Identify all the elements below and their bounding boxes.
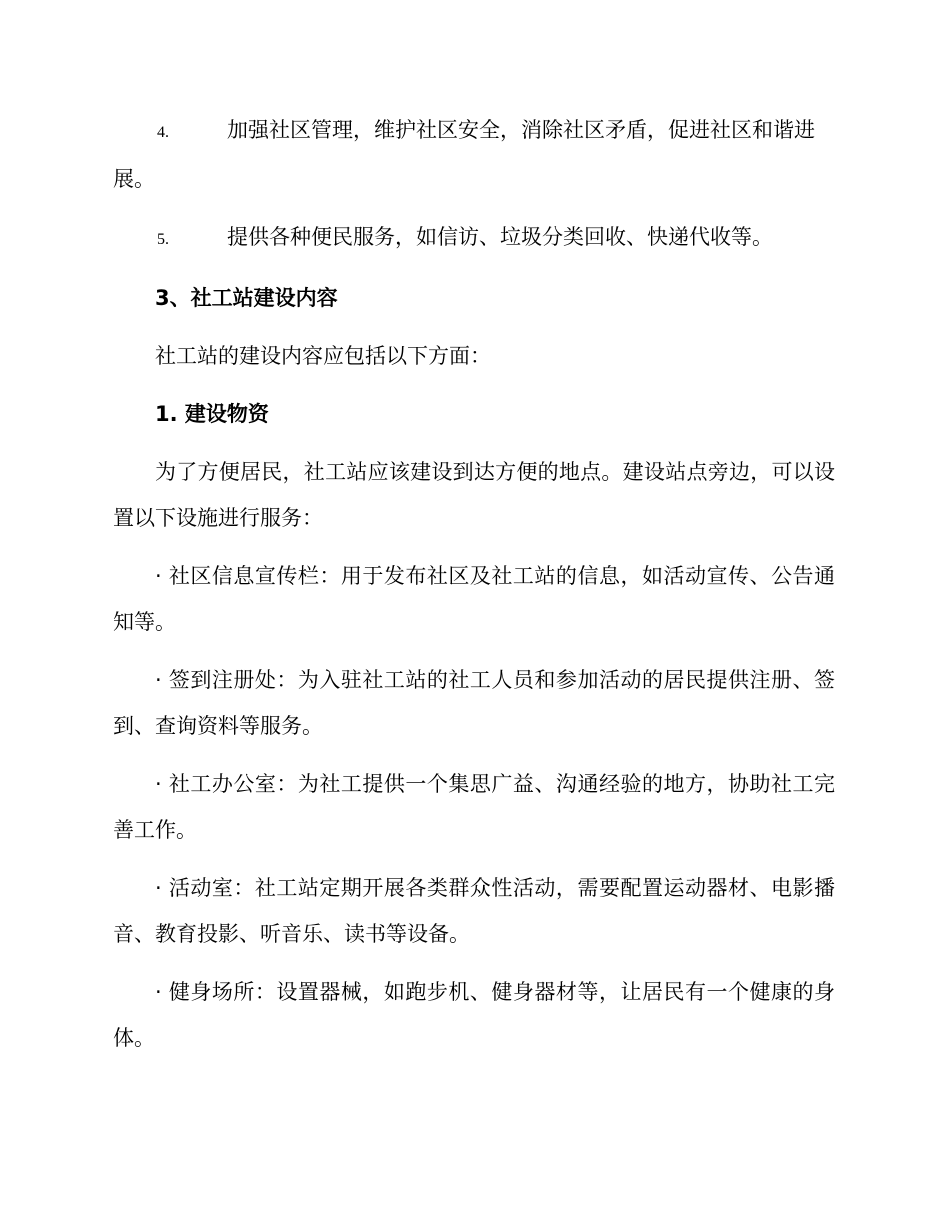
list-item-5	[113, 214, 835, 263]
list-item-4	[113, 107, 835, 202]
bullet-item-registration: · 签到注册处：为入驻社工站的社工人员和参加活动的居民提供注册、签到、查询资料等服务。	[113, 668, 835, 738]
bullet-item-fitness: · 健身场所：设置器械，如跑步机、健身器材等，让居民有一个健康的身体。	[113, 980, 835, 1050]
list-number: 4.	[157, 124, 169, 141]
bullet-item-office: · 社工办公室：为社工提供一个集思广益、沟通经验的地方，协助社工完善工作。	[113, 772, 835, 842]
section-heading: 3、社工站建设内容	[155, 286, 338, 310]
bullet-item-info-board: · 社区信息宣传栏：用于发布社区及社工站的信息，如活动宣传、公告通知等。	[113, 564, 835, 634]
document-page	[113, 107, 835, 1073]
location-paragraph: 为了方便居民，社工站应该建设到达方便的地点。建设站点旁边，可以设置以下设施进行服务：	[113, 460, 835, 530]
list-item-text: 提供各种便民服务，如信访、垃圾分类回收、快递代收等。	[227, 225, 773, 249]
intro-paragraph: 社工站的建设内容应包括以下方面：	[155, 344, 491, 368]
bullet-item-activity-room: · 活动室：社工站定期开展各类群众性活动，需要配置运动器材、电影播音、教育投影、听音乐、读书等设备。	[113, 876, 835, 946]
sub-heading: 1. 建设物资	[155, 402, 269, 426]
list-number: 5.	[157, 231, 169, 248]
list-item-text: 加强社区管理，维护社区安全，消除社区矛盾，促进社区和谐进展。	[113, 118, 815, 191]
